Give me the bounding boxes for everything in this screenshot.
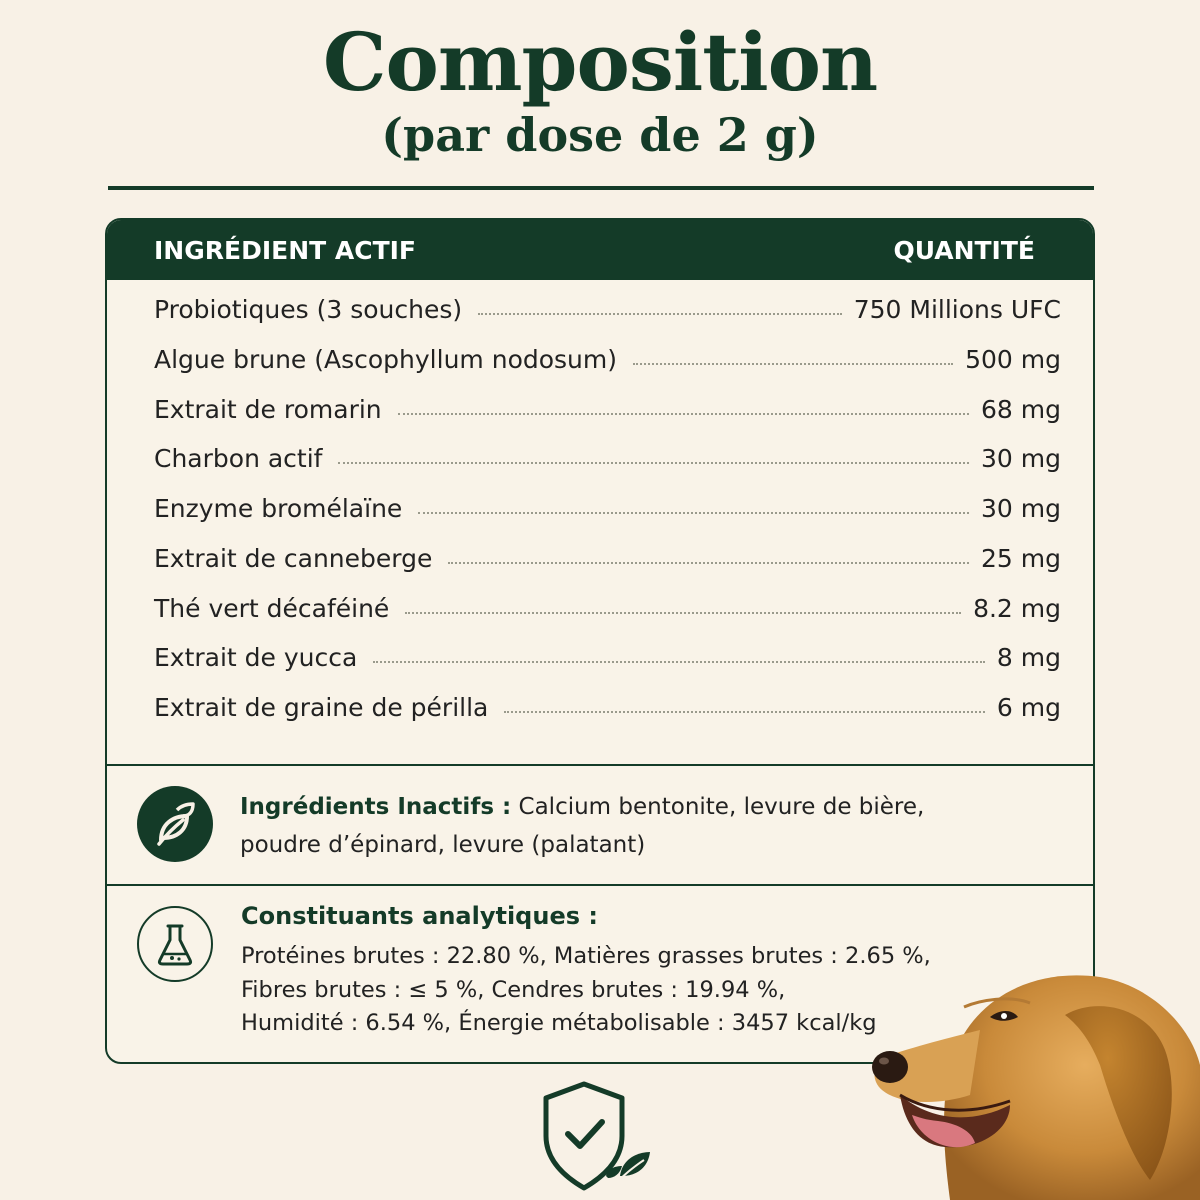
dotted-leader [418,511,969,514]
dotted-leader [405,611,961,614]
ingredient-quantity: 500 mg [965,344,1061,374]
dotted-leader [373,660,985,663]
dotted-leader [338,461,969,464]
inactive-ingredients-section [107,766,1093,886]
page-subtitle: (par dose de 2 g) [381,108,819,162]
column-header-ingredient: INGRÉDIENT ACTIF [154,236,417,265]
ingredient-list [107,295,1093,743]
title-divider [108,186,1094,190]
ingredient-row [107,594,1093,644]
ingredient-name: Charbon actif [154,444,323,474]
ingredient-name: Extrait de graine de périlla [154,693,489,722]
ingredient-name: Algue brune (Ascophyllum nodosum) [154,344,618,374]
ingredient-name: Extrait de romarin [154,394,382,424]
ingredient-name: Enzyme bromélaïne [154,494,403,523]
ingredient-name: Extrait de yucca [154,643,358,673]
ingredient-quantity: 30 mg [981,444,1061,474]
dotted-leader [478,312,842,315]
ingredient-name: Probiotiques (3 souches) [154,295,463,324]
ingredient-quantity: 25 mg [981,543,1061,573]
ingredient-quantity: 68 mg [981,394,1061,424]
flask-icon [137,906,213,982]
ingredient-row [107,494,1093,544]
inactive-ingredients-label: Ingrédients Inactifs : [240,794,512,820]
inactive-ingredients-text [240,788,924,864]
dotted-leader [633,362,953,365]
analytic-line: Humidité : 6.54 %, Énergie métabolisable : 3457 kcal/kg [241,1010,877,1036]
ingredient-row [107,395,1093,445]
ingredient-name: Extrait de canneberge [154,543,433,573]
golden-retriever-dog-image [860,955,1200,1200]
ingredient-quantity: 8 mg [996,643,1061,673]
ingredient-quantity: 6 mg [996,693,1061,722]
shield-check-icon [536,1080,656,1195]
leaf-icon [137,786,213,862]
analytic-line: Fibres brutes : ≤ 5 %, Cendres brutes : 19.94 %, [241,976,786,1003]
analytic-line: Protéines brutes : 22.80 %, Matières grasses brutes : 2.65 %, [241,943,931,969]
table-header [107,220,1093,280]
dotted-leader [448,561,969,564]
ingredient-row [107,295,1093,345]
ingredient-name: Thé vert décaféiné [154,593,390,623]
ingredient-row [107,444,1093,494]
ingredient-row [107,345,1093,395]
composition-card [105,218,1095,1064]
ingredient-quantity: 750 Millions UFC [853,295,1061,324]
page-title: Composition [322,15,878,109]
dotted-leader [504,710,985,713]
dotted-leader [398,412,969,415]
inactive-ingredients-line2: poudre d’épinard, levure (palatant) [240,832,646,858]
ingredient-row [107,643,1093,693]
ingredient-row [107,693,1093,743]
analytic-title: Constituants analytiques : [241,902,598,930]
ingredient-row [107,544,1093,594]
inactive-ingredients-line1: Calcium bentonite, levure de bière, [511,794,925,820]
column-header-quantity: QUANTITÉ [893,236,1035,265]
ingredient-quantity: 30 mg [981,494,1061,523]
analytic-values [241,940,931,1041]
ingredient-quantity: 8.2 mg [973,593,1061,623]
